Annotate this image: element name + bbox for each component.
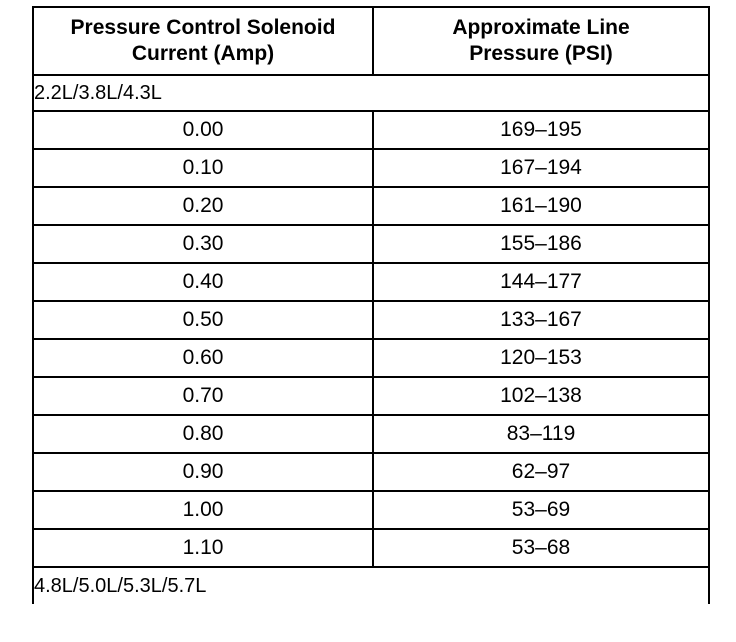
table-row (33, 187, 709, 225)
pressure-cell: 53–68 (373, 529, 709, 567)
pressure-cell: 53–69 (373, 491, 709, 529)
header-pressure-line1: Approximate Line (452, 16, 630, 39)
table-row (33, 491, 709, 529)
pressure-cell: 169–195 (373, 111, 709, 149)
current-cell: 0.20 (33, 187, 373, 225)
pressure-cell: 133–167 (373, 301, 709, 339)
pressure-cell: 120–153 (373, 339, 709, 377)
table-row (33, 225, 709, 263)
pressure-table (32, 6, 710, 604)
pressure-cell: 161–190 (373, 187, 709, 225)
current-cell: 1.10 (33, 529, 373, 567)
pressure-cell: 167–194 (373, 149, 709, 187)
table-row (33, 111, 709, 149)
group-label-1: 2.2L/3.8L/4.3L (33, 75, 709, 111)
pressure-cell: 144–177 (373, 263, 709, 301)
table-row (33, 149, 709, 187)
current-cell: 0.80 (33, 415, 373, 453)
header-pressure-line2: Pressure (PSI) (469, 42, 613, 65)
table-row (33, 529, 709, 567)
header-pressure (373, 7, 709, 75)
table-row (33, 453, 709, 491)
pressure-cell: 83–119 (373, 415, 709, 453)
current-cell: 0.10 (33, 149, 373, 187)
current-cell: 0.40 (33, 263, 373, 301)
current-cell: 1.00 (33, 491, 373, 529)
current-cell: 0.50 (33, 301, 373, 339)
current-cell: 0.90 (33, 453, 373, 491)
table-header-row (33, 7, 709, 75)
current-cell: 0.70 (33, 377, 373, 415)
table-row (33, 415, 709, 453)
table-row (33, 263, 709, 301)
group-row (33, 75, 709, 111)
current-cell: 0.00 (33, 111, 373, 149)
current-cell: 0.60 (33, 339, 373, 377)
pressure-cell: 62–97 (373, 453, 709, 491)
current-cell: 0.30 (33, 225, 373, 263)
header-current-line1: Pressure Control Solenoid (70, 16, 336, 39)
header-current (33, 7, 373, 75)
table-row (33, 301, 709, 339)
group-row (33, 567, 709, 604)
table-row (33, 339, 709, 377)
pressure-cell: 102–138 (373, 377, 709, 415)
pressure-cell: 155–186 (373, 225, 709, 263)
header-current-line2: Current (Amp) (131, 42, 275, 65)
group-label-2: 4.8L/5.0L/5.3L/5.7L (33, 567, 709, 604)
table-row (33, 377, 709, 415)
